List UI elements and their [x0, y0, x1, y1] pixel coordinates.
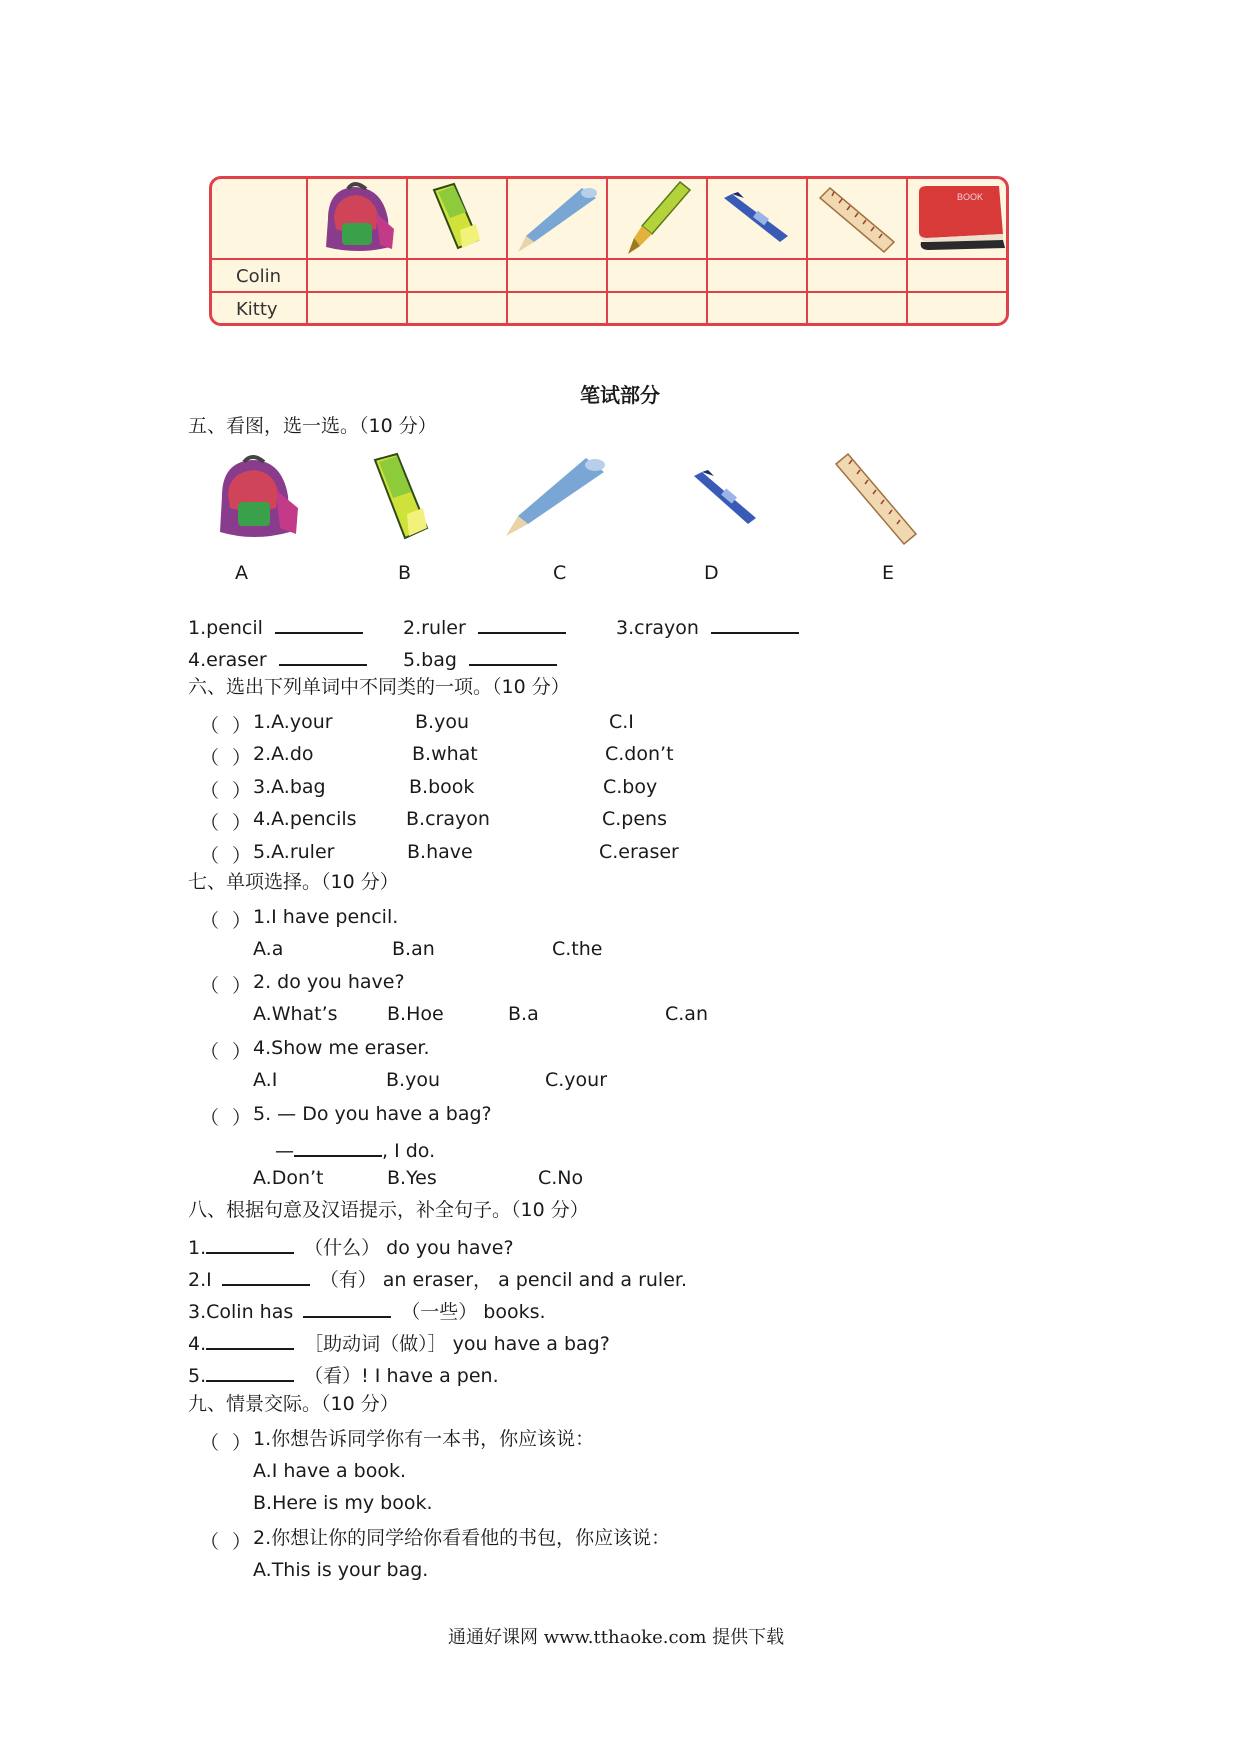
s5-item-5: [403, 646, 557, 670]
answer-paren-open[interactable]: （: [200, 910, 220, 932]
option-b-second: B.a: [508, 1003, 539, 1025]
option-a: A.What’s: [253, 1003, 338, 1025]
dash: —: [275, 1140, 294, 1162]
answer-blank[interactable]: [478, 614, 566, 634]
answer-paren-open[interactable]: （: [200, 1041, 220, 1063]
option-c: C.No: [538, 1167, 584, 1189]
section-7-title: 七、单项选择。（10 分）: [188, 871, 399, 893]
option-a: 5.A.ruler: [253, 841, 335, 863]
pencil-icon: [512, 184, 602, 256]
picture-letter-c: C: [553, 562, 567, 584]
answer-paren-close: ）: [232, 1432, 252, 1454]
answer-paren-close: ）: [232, 812, 252, 834]
crayon-icon: [686, 468, 762, 528]
answer-blank[interactable]: [294, 1137, 382, 1157]
answer-paren-open[interactable]: （: [200, 1432, 220, 1454]
answer-paren-open[interactable]: （: [200, 780, 220, 802]
answer-paren-open[interactable]: （: [200, 975, 220, 997]
page-footer: 通通好课网 www.tthaoke.com 提供下载: [448, 1627, 785, 1648]
answer-blank[interactable]: [275, 614, 363, 634]
s8-item-5: [188, 1362, 499, 1386]
option-a: 2.A.do: [253, 743, 314, 765]
answer-paren-close: ）: [232, 1531, 252, 1553]
s8-item-prefix: 5.: [188, 1365, 207, 1387]
s8-item-4: [188, 1330, 610, 1354]
answer-paren-close: ）: [232, 747, 252, 769]
s8-item-prefix: 2.I: [188, 1269, 212, 1291]
option-a: A.a: [253, 938, 284, 960]
written-section-heading: 笔试部分: [580, 383, 660, 407]
answer-blank[interactable]: [469, 646, 557, 666]
option-a: 3.A.bag: [253, 776, 326, 798]
pen-icon: [614, 180, 699, 256]
s5-item-1-label: 1.pencil: [188, 617, 263, 639]
answer-blank[interactable]: [206, 1330, 294, 1350]
answer-paren-open[interactable]: （: [200, 747, 220, 769]
option-b: B.Here is my book.: [253, 1492, 433, 1514]
crayon-icon: [714, 190, 799, 248]
answer-blank[interactable]: [206, 1362, 294, 1382]
book-icon: [911, 182, 1007, 254]
row-name-colin: Colin: [236, 266, 281, 287]
option-c: C.your: [545, 1069, 608, 1091]
option-a: 4.A.pencils: [253, 808, 357, 830]
answer-suffix: , I do.: [382, 1140, 436, 1162]
s7-q5-answer-line: [275, 1137, 435, 1161]
s8-item-prefix: 4.: [188, 1333, 207, 1355]
picture-letter-d: D: [704, 562, 719, 584]
option-b: B.you: [415, 711, 469, 733]
section-6-title: 六、选出下列单词中不同类的一项。（10 分）: [188, 676, 570, 698]
backpack-icon: [314, 179, 402, 257]
s5-item-4-label: 4.eraser: [188, 649, 267, 671]
option-b: B.book: [409, 776, 475, 798]
s7-question-1: 1.I have pencil.: [253, 906, 399, 928]
s7-question-2: 2. do you have?: [253, 971, 405, 993]
ruler-icon: [830, 450, 920, 546]
answer-blank[interactable]: [711, 614, 799, 634]
eraser-icon: [365, 452, 437, 544]
option-b: B.what: [412, 743, 478, 765]
option-b: B.Hoe: [387, 1003, 444, 1025]
answer-paren-open[interactable]: （: [200, 845, 220, 867]
answer-blank[interactable]: [279, 646, 367, 666]
option-a: A.Don’t: [253, 1167, 324, 1189]
s8-item-hint: （有） an eraser， a pencil and a ruler.: [319, 1269, 687, 1291]
s5-item-3-label: 3.crayon: [616, 617, 699, 639]
answer-paren-open[interactable]: （: [200, 715, 220, 737]
option-c: C.I: [609, 711, 634, 733]
answer-paren-open[interactable]: （: [200, 812, 220, 834]
s8-item-prefix: 1.: [188, 1237, 207, 1259]
answer-paren-close: ）: [232, 845, 252, 867]
answer-paren-close: ）: [232, 715, 252, 737]
book-cover-label: BOOK: [957, 192, 984, 202]
option-c: C.eraser: [599, 841, 679, 863]
answer-paren-close: ）: [232, 975, 252, 997]
answer-paren-close: ）: [232, 910, 252, 932]
s5-item-1: [188, 614, 363, 638]
backpack-icon: [208, 452, 303, 544]
pencil-icon: [500, 454, 610, 540]
section-9-title: 九、情景交际。（10 分）: [188, 1393, 399, 1415]
answer-paren-close: ）: [232, 780, 252, 802]
option-c: C.the: [552, 938, 603, 960]
s5-item-4: [188, 646, 367, 670]
s5-item-2-label: 2.ruler: [403, 617, 466, 639]
answer-blank[interactable]: [206, 1234, 294, 1254]
s8-item-hint: （看）! I have a pen.: [304, 1365, 499, 1387]
s5-item-5-label: 5.bag: [403, 649, 457, 671]
answer-paren-close: ）: [232, 1041, 252, 1063]
option-c: C.pens: [602, 808, 667, 830]
answer-paren-open[interactable]: （: [200, 1531, 220, 1553]
option-c: C.an: [665, 1003, 708, 1025]
s5-item-3: [616, 614, 799, 638]
row-name-kitty: Kitty: [236, 299, 278, 320]
s7-question-4: 4.Show me eraser.: [253, 1037, 430, 1059]
option-b: B.Yes: [387, 1167, 437, 1189]
option-a: A.I: [253, 1069, 278, 1091]
ruler-icon: [814, 184, 900, 254]
s8-item-2: [188, 1266, 687, 1290]
option-a: A.This is your bag.: [253, 1559, 429, 1581]
option-b: B.you: [386, 1069, 440, 1091]
picture-letter-b: B: [398, 562, 412, 584]
s9-question-2: 2.你想让你的同学给你看看他的书包，你应该说：: [253, 1527, 671, 1549]
option-b: B.an: [392, 938, 435, 960]
s8-item-hint: ［助动词（做）］ you have a bag?: [304, 1333, 610, 1355]
section-5-title: 五、看图，选一选。（10 分）: [188, 415, 437, 437]
s8-item-3: [188, 1298, 546, 1322]
answer-blank[interactable]: [303, 1298, 391, 1318]
s8-item-hint: （一些） books.: [401, 1301, 546, 1323]
s5-item-2: [403, 614, 566, 638]
s8-item-prefix: 3.Colin has: [188, 1301, 294, 1323]
picture-checklist-table: [209, 176, 1009, 326]
option-b: B.have: [407, 841, 473, 863]
s9-question-1: 1.你想告诉同学你有一本书，你应该说：: [253, 1428, 595, 1450]
option-c: C.boy: [603, 776, 658, 798]
s8-item-1: [188, 1234, 514, 1258]
answer-paren-open[interactable]: （: [200, 1107, 220, 1129]
option-b: B.crayon: [406, 808, 490, 830]
s7-question-5: 5. — Do you have a bag?: [253, 1103, 492, 1125]
answer-blank[interactable]: [222, 1266, 310, 1286]
option-a: A.I have a book.: [253, 1460, 407, 1482]
eraser-icon: [424, 182, 488, 254]
option-c: C.don’t: [605, 743, 674, 765]
s8-item-hint: （什么） do you have?: [304, 1237, 514, 1259]
answer-paren-close: ）: [232, 1107, 252, 1129]
picture-letter-e: E: [882, 562, 895, 584]
picture-letter-a: A: [235, 562, 248, 584]
option-a: 1.A.your: [253, 711, 333, 733]
section-8-title: 八、根据句意及汉语提示，补全句子。（10 分）: [188, 1199, 589, 1221]
